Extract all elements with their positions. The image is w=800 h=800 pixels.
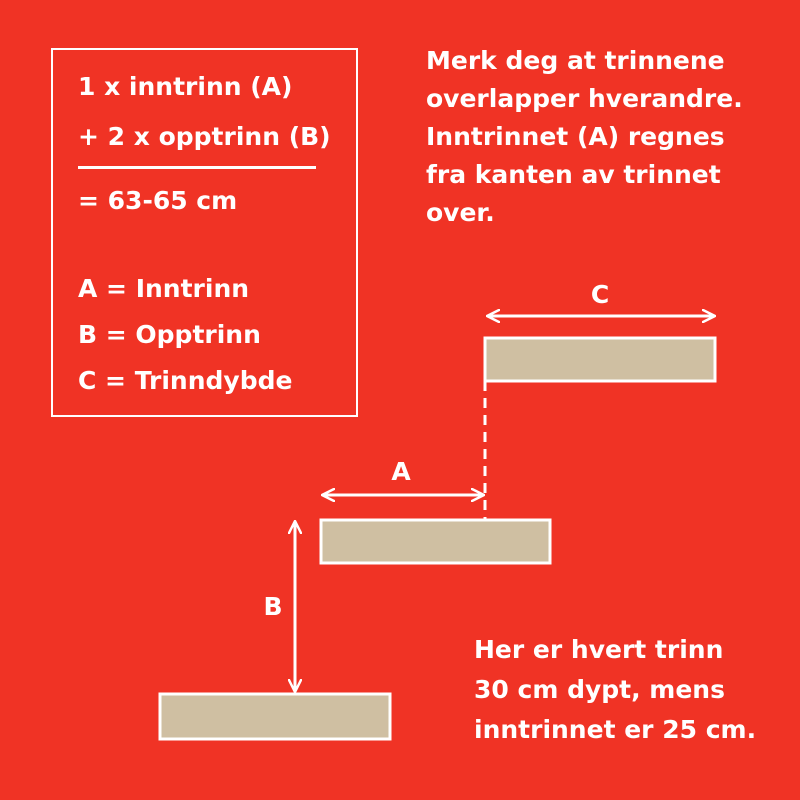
formula-line-inntrinn: 1 x inntrinn (A) — [78, 72, 293, 101]
legend-a: A = Inntrinn — [78, 274, 250, 303]
formula-result: = 63-65 cm — [78, 186, 238, 215]
overlap-note-line: fra kanten av trinnet — [426, 160, 721, 189]
middle-step — [321, 520, 550, 563]
formula-line-opptrinn: + 2 x opptrinn (B) — [78, 122, 331, 151]
upper-step — [485, 338, 715, 381]
overlap-note-line: over. — [426, 198, 495, 227]
label-b: B — [263, 592, 283, 621]
overlap-note-line: Inntrinnet (A) regnes — [426, 122, 725, 151]
label-a: A — [391, 457, 411, 486]
label-c: C — [590, 280, 610, 309]
overlap-note-line: overlapper hverandre. — [426, 84, 743, 113]
legend-b: B = Opptrinn — [78, 320, 261, 349]
dimensions-note-line: inntrinnet er 25 cm. — [474, 715, 757, 744]
overlap-note-line: Merk deg at trinnene — [426, 46, 725, 75]
legend-c: C = Trinndybde — [78, 366, 293, 395]
dimensions-note-line: Her er hvert trinn — [474, 635, 724, 664]
dimensions-note-line: 30 cm dypt, mens — [474, 675, 725, 704]
lower-step — [160, 694, 390, 739]
